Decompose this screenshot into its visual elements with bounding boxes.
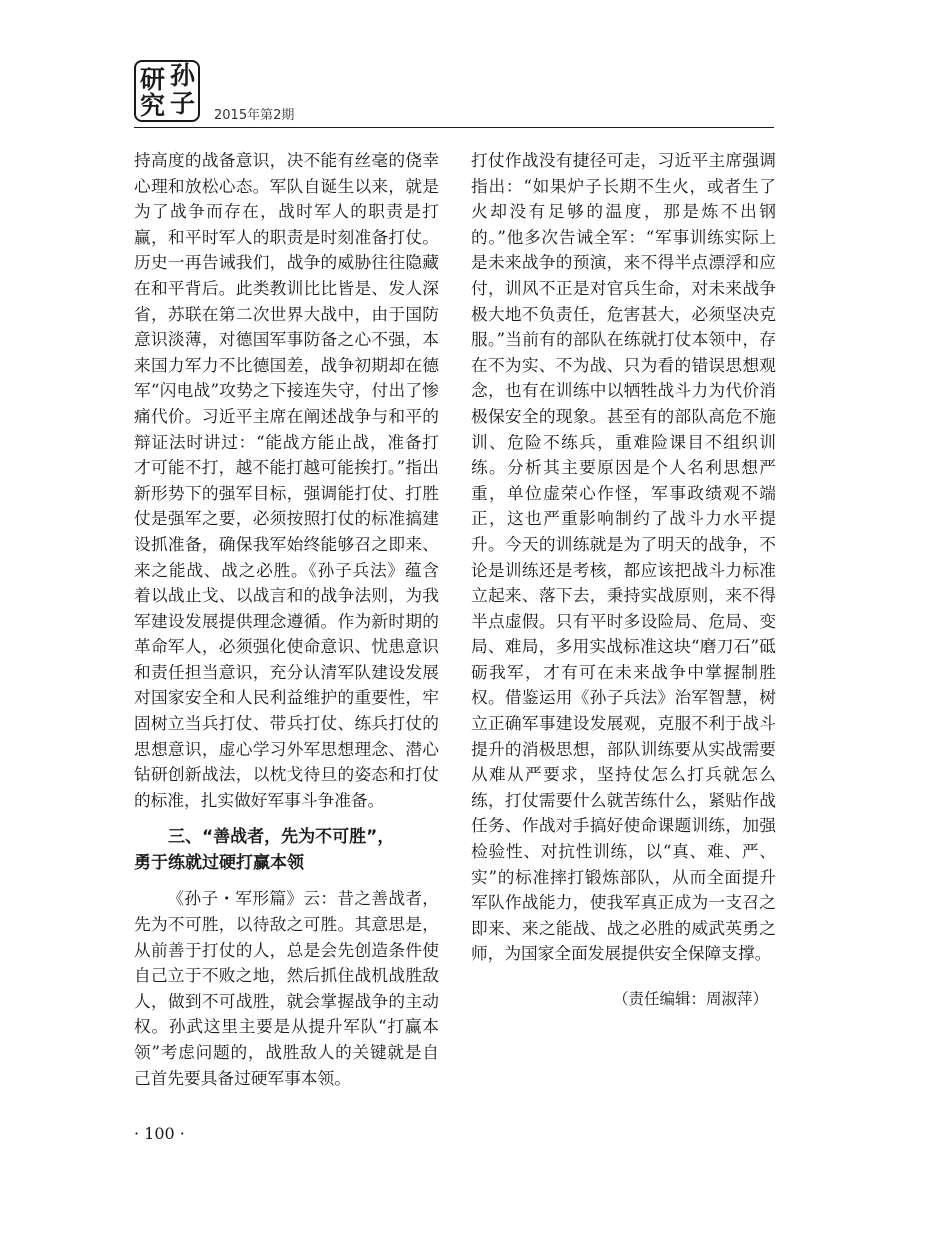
- paragraph: 《孙子・军形篇》云：昔之善战者，先为不可胜，以待敌之可胜。其意思是，从前善于打仗的人，总是会先创造条件使自己立于不败之地，然后抓住战机战胜敌人，做到不可战胜，就会掌握战争的主动权。孙武这里主要是从提升军队“打赢本领”考虑问题的，战胜敌人的关键就是自己首先要具备过硬军事本领。: [134, 888, 439, 1088]
- section-heading: [134, 824, 439, 876]
- editor-credit: （责任编辑：周淑萍）: [612, 990, 768, 1008]
- column-left: [134, 148, 439, 1091]
- running-header: [134, 50, 774, 128]
- logo-char: 子: [170, 89, 196, 118]
- logo-char: 研: [140, 65, 166, 94]
- logo-char: 究: [140, 91, 166, 120]
- section-heading-line: 勇于练就过硬打赢本领: [134, 853, 304, 874]
- page-number: · 100 ·: [134, 1124, 185, 1143]
- column-right: [471, 148, 776, 1013]
- journal-logo: [134, 60, 200, 122]
- issue-label: 2015年第2期: [214, 108, 295, 123]
- section-heading-line: 三、“善战者，先为不可胜”，: [168, 827, 395, 848]
- paragraph: 持高度的战备意识，决不能有丝毫的侥幸心理和放松心态。军队自诞生以来，就是为了战争而存在，战时军人的职责是打赢，和平时军人的职责是时刻准备打仗。历史一再告诫我们，战争的威胁往往隐藏在和平背后。此类教训比比皆是、发人深省，苏联在第二次世界大战中，由于国防意识淡薄，对德国军事防备之心不强，本来国力军力不比德国差，战争初期却在德军“闪电战”攻势之下接连失守，付出了惨痛代价。习近平主席在阐述战争与和平的辩证法时讲过：“能战方能止战，准备打才可能不打，越不能打越可能挨打。”指出新形势下的强军目标，强调能打仗、打胜仗是强军之要，必须按照打仗的标准搞建设抓准备，确保我军始终能够召之即来、来之能战、战之必胜。《孙子兵法》蕴含着以战止戈、以战言和的战争法则，为我军建设发展提供理念遵循。作为新时期的革命军人，必须强化使命意识、忧患意识和责任担当意识，充分认清军队建设发展对国家安全和人民利益维护的重要性，牢固树立当兵打仗、带兵打仗、练兵打仗的思想意识，虚心学习外军思想理念、潜心钻研创新战法，以枕戈待旦的姿态和打仗的标准，扎实做好军事斗争准备。: [134, 150, 439, 810]
- logo-char: 孙: [170, 61, 196, 90]
- paragraph: 打仗作战没有捷径可走，习近平主席强调指出：“如果炉子长期不生火，或者生了火却没有足够的温度，那是炼不出钢的。”他多次告诫全军：“军事训练实际上是未来战争的预演，来不得半点漂浮和应付，训风不正是对官兵生命，对未来战争极大地不负责任，危害甚大，必须坚决克服。”当前有的部队在练就打仗本领中，存在不为实、不为战、只为看的错误思想观念，也有在训练中以牺牲战斗力为代价消极保安全的现象。甚至有的部队高危不施训、危险不练兵，重难险课目不组织训练。分析其主要原因是个人名利思想严重，单位虚荣心作怪，军事政绩观不端正，这也严重影响制约了战斗力水平提升。今天的训练就是为了明天的战争，不论是训练还是考核，都应该把战斗力标准立起来、落下去，秉持实战原则，来不得半点虚假。只有平时多设险局、危局、变局、难局，多用实战标准这块“磨刀石”砥砺我军，才有可在未来战争中掌握制胜权。借鉴运用《孙子兵法》治军智慧，树立正确军事建设发展观，克服不利于战斗提升的消极思想，部队训练要从实战需要从难从严要求，坚持仗怎么打兵就怎么练，打仗需要什么就苦练什么，紧贴作战任务、作战对手搞好使命课题训练，加强检验性、对抗性训练，以“真、难、严、实”的标准摔打锻炼部队，从而全面提升军队作战能力，使我军真正成为一支召之即来、来之能战、战之必胜的威武英勇之师，为国家全面发展提供安全保障支撑。: [471, 150, 776, 964]
- header-rule: [134, 127, 774, 128]
